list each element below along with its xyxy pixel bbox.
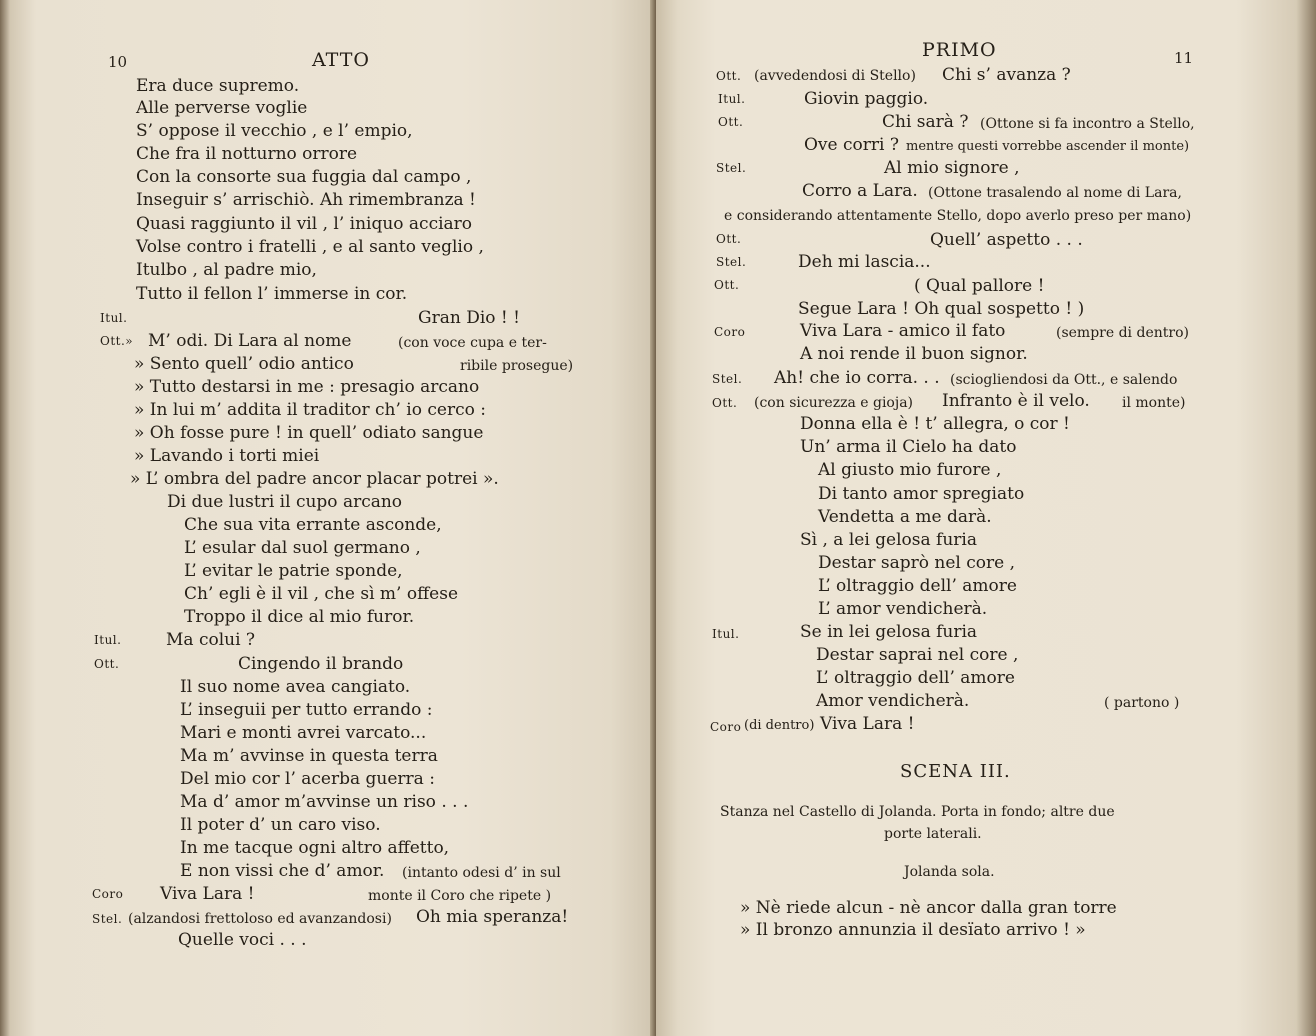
verse-line: Segue Lara ! Oh qual sospetto ! ) [798, 299, 1085, 319]
verse-line: Di due lustri il cupo arcano [167, 492, 403, 512]
speaker-name: Ott. [718, 115, 744, 129]
verse-line: Ma colui ? [166, 630, 256, 650]
speaker-name: Ott. [716, 69, 742, 83]
verse-line: » Tutto destarsi in me : presagio arcano [134, 377, 480, 397]
verse-line: Destar saprai nel core , [816, 645, 1019, 665]
verse-line: Il suo nome avea cangiato. [180, 677, 411, 697]
verse-line: L’ evitar le patrie sponde, [184, 561, 403, 581]
verse-line: S’ oppose il vecchio , e l’ empio, [136, 121, 413, 141]
verse-line: L’ oltraggio dell’ amore [816, 668, 1015, 688]
speaker-name: Ott.» [100, 334, 134, 348]
verse-line: » Lavando i torti miei [134, 446, 320, 466]
verse-line: Amor vendicherà. [816, 691, 970, 711]
speaker-name: Coro [714, 325, 746, 339]
verse-line: Che fra il notturno orrore [136, 144, 358, 164]
speaker-name: Ott. [716, 232, 742, 246]
verse-line: Ch’ egli è il vil , che sì m’ offese [184, 584, 459, 604]
speaker-name: Coro [92, 887, 124, 901]
verse-line: Con la consorte sua fuggia dal campo , [136, 167, 472, 187]
page-number-right: 11 [1174, 49, 1194, 67]
verse-line: Il poter d’ un caro viso. [180, 815, 381, 835]
speaker-name: Stel. [92, 912, 123, 926]
verse-line: Donna ella è ! t’ allegra, o cor ! [800, 414, 1070, 434]
verse-line: M’ odi. Di Lara al nome [148, 331, 352, 351]
verse-line: Quell’ aspetto . . . [930, 230, 1083, 250]
verse-line: Viva Lara ! [160, 884, 255, 904]
verse-line: Che sua vita errante asconde, [184, 515, 442, 535]
speaker-name: Stel. [716, 161, 747, 175]
speaker-name: Ott. [94, 657, 120, 671]
stage-direction: (Ottone trasalendo al nome di Lara, [928, 185, 1182, 201]
verse-line: Troppo il dice al mio furor. [184, 607, 415, 627]
verse-line: Corro a Lara. [802, 181, 918, 201]
speaker-name: Itul. [718, 92, 746, 106]
verse-line: Di tanto amor spregiato [818, 484, 1025, 504]
scene-character: Jolanda sola. [904, 864, 995, 880]
verse-line: Del mio cor l’ acerba guerra : [180, 769, 435, 789]
verse-line: L’ esular dal suol germano , [184, 538, 421, 558]
scene-description: Stanza nel Castello di Jolanda. Porta in fondo; altre due [720, 804, 1115, 820]
verse-line: Oh mia speranza! [416, 907, 569, 927]
verse-line: Infranto è il velo. [942, 391, 1090, 411]
verse-line: Al giusto mio furore , [818, 460, 1002, 480]
stage-direction: ribile prosegue) [460, 358, 574, 374]
verse-line: » Nè riede alcun - nè ancor dalla gran torre [740, 898, 1117, 918]
stage-direction: (con sicurezza e gioja) [754, 395, 913, 411]
stage-direction: (sempre di dentro) [1056, 325, 1189, 341]
speaker-name: Coro [710, 720, 742, 734]
verse-line: Ma d’ amor m’avvinse un riso . . . [180, 792, 469, 812]
verse-line: Al mio signore , [884, 158, 1020, 178]
verse-line: Cingendo il brando [238, 654, 404, 674]
scene-description: porte laterali. [884, 826, 982, 842]
scene-heading: SCENA III. [900, 761, 1011, 782]
verse-line: » L’ ombra del padre ancor placar potrei ». [130, 469, 499, 489]
verse-line: Deh mi lascia... [798, 252, 931, 272]
verse-line: Chi sarà ? [882, 112, 969, 132]
verse-line: Viva Lara - amico il fato [800, 321, 1006, 341]
stage-direction: e considerando attentamente Stello, dopo averlo preso per mano) [724, 208, 1192, 224]
speaker-name: Stel. [712, 372, 743, 386]
verse-line: Alle perverse voglie [136, 98, 308, 118]
verse-line: Chi s’ avanza ? [942, 65, 1071, 85]
verse-line: L’ inseguii per tutto errando : [180, 700, 433, 720]
verse-line: Ma m’ avvinse in questa terra [180, 746, 438, 766]
verse-line: ( Qual pallore ! [914, 276, 1045, 296]
verse-line: Un’ arma il Cielo ha dato [800, 437, 1017, 457]
speaker-name: Ott. [712, 396, 738, 410]
page-number-left: 10 [108, 53, 128, 71]
verse-line: L’ oltraggio dell’ amore [818, 576, 1017, 596]
stage-direction: (intanto odesi d’ in sul [402, 865, 561, 881]
verse-line: Quasi raggiunto il vil , l’ iniquo acciaro [136, 214, 473, 234]
stage-direction: (di dentro) [744, 718, 815, 733]
verse-line: Se in lei gelosa furia [800, 622, 978, 642]
speaker-name: Itul. [712, 627, 740, 641]
verse-line: Inseguir s’ arrischiò. Ah rimembranza ! [136, 190, 476, 210]
left-page [0, 0, 656, 1036]
stage-direction: (sciogliendosi da Ott., e salendo [950, 372, 1178, 388]
verse-line: Ove corri ? [804, 135, 899, 155]
verse-line: » Oh fosse pure ! in quell’ odiato sangue [134, 423, 484, 443]
speaker-name: Itul. [94, 633, 122, 647]
verse-line: Mari e monti avrei varcato... [180, 723, 427, 743]
verse-line: Volse contro i fratelli , e al santo veglio , [136, 237, 484, 257]
stage-direction: il monte) [1122, 395, 1186, 411]
right-page [656, 0, 1316, 1036]
verse-line: Era duce supremo. [136, 76, 300, 96]
verse-line: » Sento quell’ odio antico [134, 354, 354, 374]
verse-line: Destar saprò nel core , [818, 553, 1016, 573]
verse-line: Quelle voci . . . [178, 930, 307, 950]
verse-line: Giovin paggio. [804, 89, 929, 109]
stage-direction: ( partono ) [1104, 695, 1180, 711]
speaker-name: Itul. [100, 311, 128, 325]
verse-line: Tutto il fellon l’ immerse in cor. [136, 284, 408, 304]
stage-direction: (Ottone si fa incontro a Stello, [980, 116, 1195, 132]
verse-line: Ah! che io corra. . . [774, 368, 940, 388]
verse-line: E non vissi che d’ amor. [180, 861, 385, 881]
verse-line: Vendetta a me darà. [818, 507, 992, 527]
verse-line: Gran Dio ! ! [418, 308, 520, 328]
verse-line: In me tacque ogni altro affetto, [180, 838, 450, 858]
verse-line: Sì , a lei gelosa furia [800, 530, 977, 550]
verse-line: Itulbo , al padre mio, [136, 260, 317, 280]
stage-direction: (alzandosi frettoloso ed avanzandosi) [128, 911, 392, 927]
running-head-right: PRIMO [922, 39, 997, 61]
speaker-name: Ott. [714, 278, 740, 292]
stage-direction: (avvedendosi di Stello) [754, 68, 916, 84]
running-head-left: ATTO [312, 49, 370, 71]
stage-direction: (con voce cupa e ter- [398, 335, 547, 351]
stage-direction: mentre questi vorrebbe ascender il monte) [906, 139, 1190, 154]
verse-line: Viva Lara ! [820, 714, 915, 734]
verse-line: » Il bronzo annunzia il desïato arrivo ! » [740, 920, 1086, 940]
verse-line: A noi rende il buon signor. [800, 344, 1028, 364]
verse-line: » In lui m’ addita il traditor ch’ io cerco : [134, 400, 486, 420]
speaker-name: Stel. [716, 255, 747, 269]
verse-line: L’ amor vendicherà. [818, 599, 988, 619]
stage-direction: monte il Coro che ripete ) [368, 888, 552, 904]
